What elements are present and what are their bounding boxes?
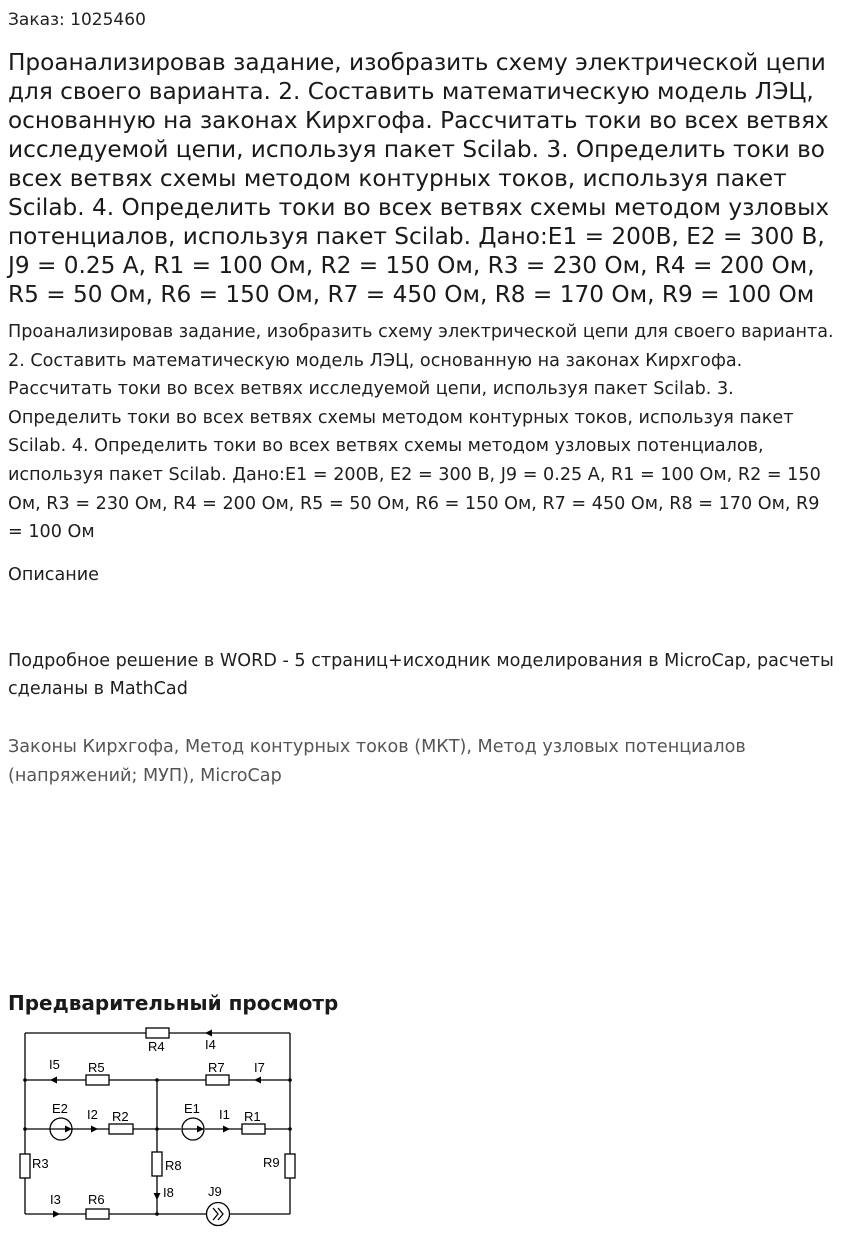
label-r2: R2 xyxy=(112,1109,129,1124)
label-r7: R7 xyxy=(208,1060,225,1075)
label-i3: I3 xyxy=(50,1192,61,1207)
label-e2: E2 xyxy=(52,1101,68,1116)
solution-details xyxy=(8,647,839,704)
tags-list: Законы Кирхгофа, Метод контурных токов (МКТ), Метод узловых потенциалов (напряжений; МУП), MicroCap xyxy=(8,736,746,786)
label-r8: R8 xyxy=(165,1158,182,1173)
order-number: Заказ: 1025460 xyxy=(8,10,146,30)
label-i1: I1 xyxy=(219,1107,230,1122)
label-r5: R5 xyxy=(88,1060,105,1075)
label-r6: R6 xyxy=(88,1192,105,1207)
preview-title: Предварительный просмотр xyxy=(8,991,339,1015)
label-i8: I8 xyxy=(163,1185,174,1200)
description-label: Описание xyxy=(8,564,100,585)
label-r4: R4 xyxy=(148,1039,165,1054)
task-description: Проанализировав задание, изобразить схему электрической цепи для своего варианта. 2. Составить математическую модель ЛЭЦ, основанную на законах Кирхгофа. Рассчитать токи во всех ветвях исследуемой цепи, используя пакет Scilab. 3. Определить токи во всех ветвях схемы методом контурных токов, используя пакет Scilab. 4. Определить токи во всех ветвях схемы методом узловых потенциалов, используя пакет Scilab. Дано:Е1 = 200В, Е2 = 300 В, J9 = 0.25 А, R1 = 100 Ом, R2 = 150 Ом, R3 = 230 Ом, R4 = 200 Ом, R5 = 50 Ом, R6 = 150 Ом, R7 = 450 Ом, R8 = 170 Ом, R9 = 100 Ом xyxy=(8,322,834,543)
label-i2: I2 xyxy=(87,1107,98,1122)
label-r1: R1 xyxy=(244,1109,261,1124)
label-r9: R9 xyxy=(263,1155,280,1170)
task-title: Проанализировав задание, изобразить схему электрической цепи для своего варианта. 2. Составить математическую модель ЛЭЦ, основанную на законах Кирхгофа. Рассчитать токи во всех ветвях исследуемой цепи, используя пакет Scilab. 3. Определить токи во всех ветвях схемы методом контурных токов, используя пакет Scilab. 4. Определить токи во всех ветвях схемы методом узловых потенциалов, используя пакет Scilab. Дано:Е1 = 200В, Е2 = 300 В, J9 = 0.25 А, R1 = 100 Ом, R2 = 150 Ом, R3 = 230 Ом, R4 = 200 Ом, R5 = 50 Ом, R6 = 150 Ом, R7 = 450 Ом, R8 = 170 Ом, R9 = 100 Ом xyxy=(8,49,830,308)
preview-image xyxy=(8,1022,308,1232)
label-e1: E1 xyxy=(184,1101,200,1116)
label-i4: I4 xyxy=(205,1037,216,1052)
label-r3: R3 xyxy=(32,1156,49,1171)
solution-details-line2: сделаны в MathCad xyxy=(8,679,188,700)
label-i7: I7 xyxy=(254,1060,265,1075)
solution-details-line1: Подробное решение в WORD - 5 страниц+исходник моделирования в MicroCap, расчеты xyxy=(8,650,834,671)
label-i5: I5 xyxy=(49,1057,60,1072)
circuit-diagram xyxy=(8,1022,308,1232)
label-j9: J9 xyxy=(208,1184,222,1199)
